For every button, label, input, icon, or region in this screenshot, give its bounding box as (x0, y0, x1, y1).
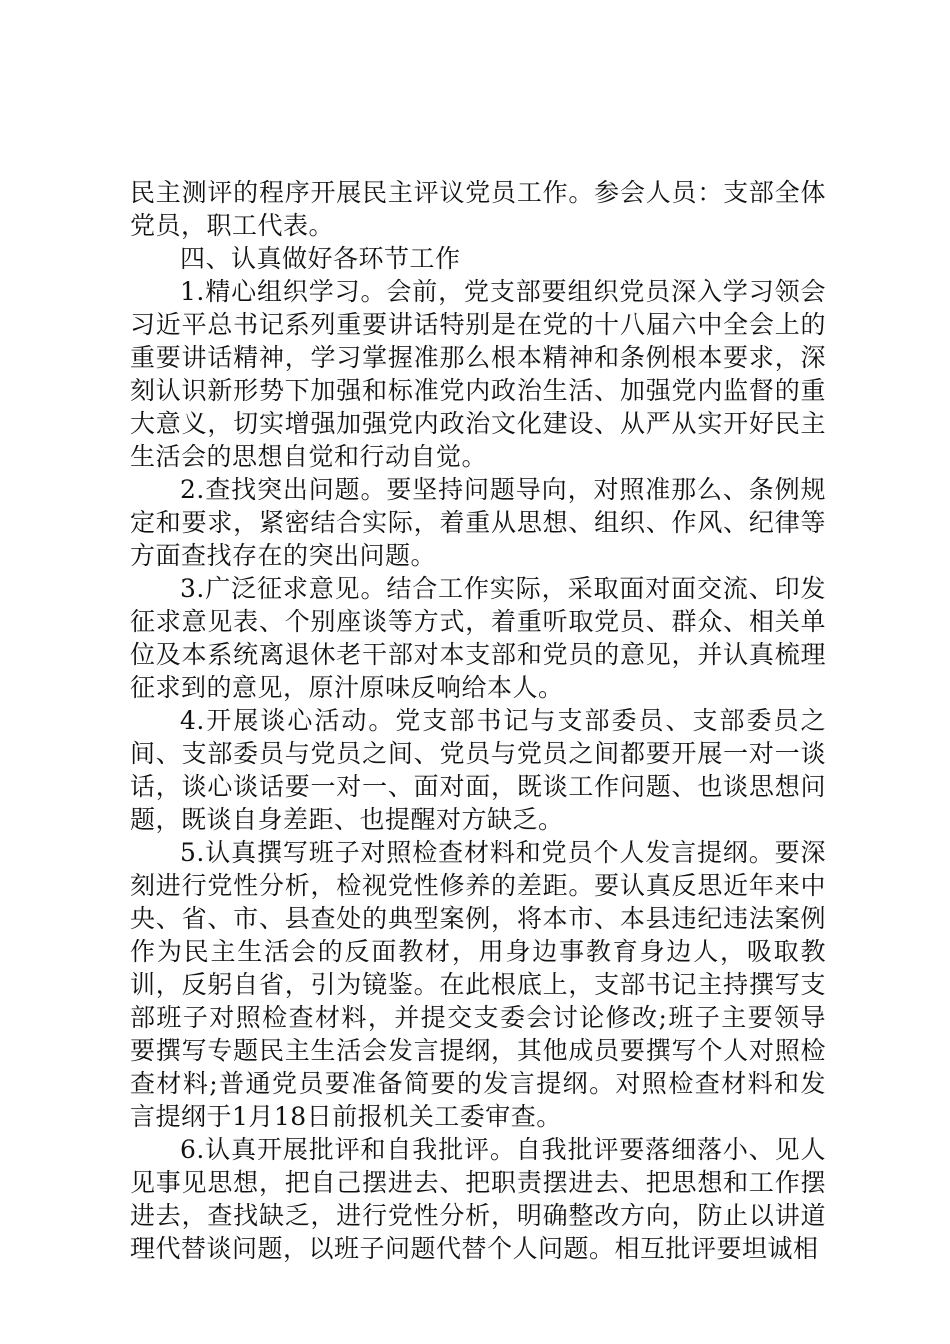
paragraph-continuation: 民主测评的程序开展民主评议党员工作。参会人员：支部全体党员，职工代表。 (130, 178, 826, 240)
paragraph-item-1: 1.精心组织学习。会前，党支部要组织党员深入学习领会习近平总书记系列重要讲话特别是在党的十八届六中全会上的重要讲话精神，学习掌握准那么根本精神和条例根本要求，深刻认识新形势下加强和标准党内政治生活、加强党内监督的重大意义，切实增强加强党内政治文化建设、从严从实开好民主生活会的思想自觉和行动自觉。 (130, 277, 826, 471)
paragraph-item-5: 5.认真撰写班子对照检查材料和党员个人发言提纲。要深刻进行党性分析，检视党性修养的差距。要认真反思近年来中央、省、市、县查处的典型案例，将本市、本县违纪违法案例作为民主生活会的反面教材，用身边事教育身边人，吸取教训，反躬自省，引为镜鉴。在此根底上，支部书记主持撰写支部班子对照检查材料，并提交支委会讨论修改;班子主要领导要撰写专题民主生活会发言提纲，其他成员要撰写个人对照检查材料;普通党员要准备简要的发言提纲。对照检查材料和发言提纲于1月18日前报机关工委审查。 (130, 838, 826, 1131)
document-body (130, 176, 826, 1265)
paragraph-item-4: 4.开展谈心活动。党支部书记与支部委员、支部委员之间、支部委员与党员之间、党员与党员之间都要开展一对一谈话，谈心谈话要一对一、面对面，既谈工作问题、也谈思想问题，既谈自身差距、也提醒对方缺乏。 (130, 706, 826, 834)
section-heading-4: 四、认真做好各环节工作 (180, 244, 461, 273)
paragraph-item-3: 3.广泛征求意见。结合工作实际，采取面对面交流、印发征求意见表、个别座谈等方式，着重听取党员、群众、相关单位及本系统离退休老干部对本支部和党员的意见，并认真梳理征求到的意见，原汁原味反响给本人。 (130, 574, 826, 702)
paragraph-item-2: 2.查找突出问题。要坚持问题导向，对照准那么、条例规定和要求，紧密结合实际，着重从思想、组织、作风、纪律等方面查找存在的突出问题。 (130, 475, 826, 570)
paragraph-item-6: 6.认真开展批评和自我批评。自我批评要落细落小、见人见事见思想，把自己摆进去、把职责摆进去、把思想和工作摆进去，查找缺乏，进行党性分析，明确整改方向，防止以讲道理代替谈问题，以班子问题代替个人问题。相互批评要坦诚相 (130, 1135, 826, 1263)
